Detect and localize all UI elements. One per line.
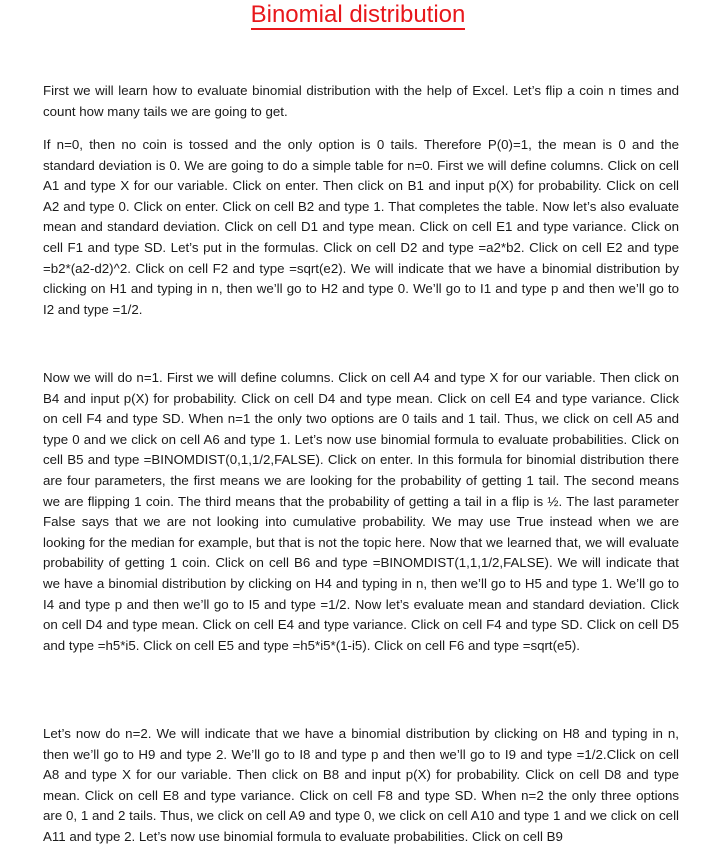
paragraph-intro: First we will learn how to evaluate binomial distribution with the help of Excel. Let’s flip a coin n times and count how many tails we are going to get.: [43, 83, 679, 119]
document-title: Binomial distribution: [250, 1, 466, 28]
paragraph-n1: Now we will do n=1. First we will define columns. Click on cell A4 and type X for our variable. Then click on B4 and input p(X) for probability. Click on cell D4 and type mean. Click on cell E4 and type variance. Click on cell F4 and type SD. When n=1 the only two options are 0 tails and 1 tail. Thus, we click on cell A5 and type 0 and we click on cell A6 and type 1. Let’s now use binomial formula to evaluate probabilities. Click on cell B5 and type =BINOMDIST(0,1,1/2,FALSE). Click on enter. In this formula for binomial distribution there are four parameters, the first means we are looking for the probability of getting 1 tail. The second means we are flipping 1 coin. The third means that the probability of getting a tail in a flip is ½. The last parameter False says that we are not looking into cumulative probability. We may use True instead when we are looking for the median for example, but that is not the topic here. Now that we learned that, we will evaluate probability of getting 1 coin. Click on cell B6 and type =BINOMDIST(1,1,1/2,FALSE). We will indicate that we have a binomial distribution by clicking on H4 and typing in n, then we’ll go to H5 and type 1. We’ll go to I4 and type p and then we’ll go to I5 and type =1/2. Now let’s evaluate mean and standard deviation. Click on cell D4 and type mean. Click on cell E4 and type variance. Click on cell F4 and type SD. Click on cell D5 and type =h5*i5. Click on cell E5 and type =h5*i5*(1-i5). Click on cell F6 and type =sqrt(e5).: [43, 370, 679, 653]
paragraph-n2: Let’s now do n=2. We will indicate that we have a binomial distribution by clicking on H8 and typing in n, then we’ll go to H9 and type 2. We’ll go to I8 and type p and then we’ll go to I9 and type =1/2.Click on cell A8 and type X for our variable. Then click on B8 and input p(X) for probability. Click on cell D8 and type mean. Click on cell E8 and type variance. Click on cell F8 and type SD. When n=2 the only three options are 0, 1 and 2 tails. Thus, we click on cell A9 and type 0, we click on cell A10 and type 1 and we click on cell A11 and type 2. Let’s now use binomial formula to evaluate probabilities. Click on cell B9: [43, 726, 679, 844]
paragraph-n0: If n=0, then no coin is tossed and the only option is 0 tails. Therefore P(0)=1, the mean is 0 and the standard deviation is 0. We are going to do a simple table for n=0. First we will define columns. Click on cell A1 and type X for our variable. Click on enter. Then click on B1 and input p(X) for probability. Click on cell A2 and type 0. Click on enter. Click on cell B2 and type 1. That completes the table. Now let’s also evaluate mean and standard deviation. Click on cell D1 and type mean. Click on cell E1 and type variance. Click on cell F1 and type SD. Let’s put in the formulas. Click on cell D2 and type =a2*b2. Click on cell E2 and type =b2*(a2-d2)^2. Click on cell F2 and type =sqrt(e2). We will indicate that we have a binomial distribution by clicking on H1 and typing in n, then we’ll go to H2 and type 0. We’ll go to I1 and type p and then we’ll go to I2 and type =1/2.: [43, 137, 679, 317]
document-title-wrap: [0, 1, 716, 29]
